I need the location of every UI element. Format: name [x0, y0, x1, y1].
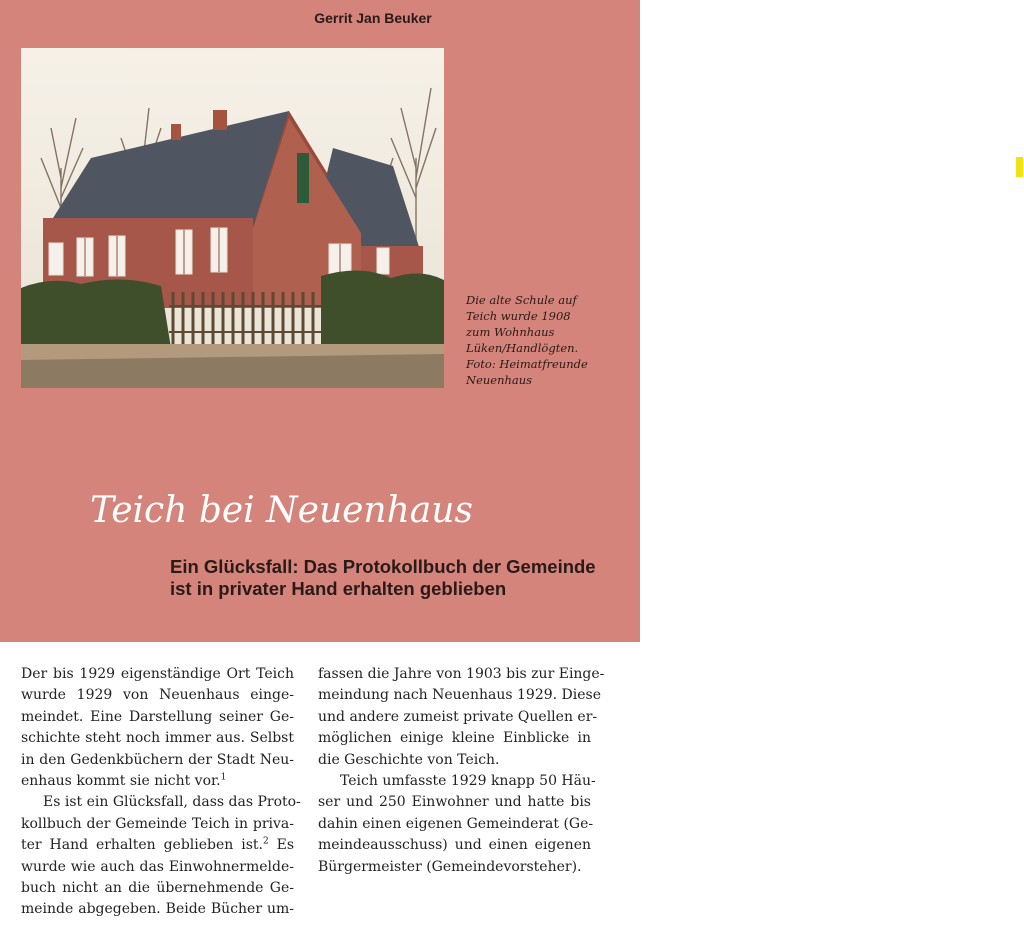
text-column-right: [318, 664, 605, 878]
subtitle-line: ist in privater Hand erhalten geblieben: [170, 578, 507, 599]
text-line: möglichen einige kleine Einblicke in: [318, 730, 591, 747]
yellow-marker: [1016, 157, 1023, 177]
text-line: meinde abgegeben. Beide Bücher um-: [21, 901, 294, 918]
text-line: ser und 250 Einwohner und hatte bis: [318, 794, 591, 811]
old-school-photo: [21, 48, 444, 388]
text-line: ter Hand erhalten geblieben ist.: [21, 837, 263, 854]
footnote-marker: 2: [262, 836, 269, 847]
caption-line: Neuenhaus: [466, 373, 533, 387]
text-line: Es: [276, 837, 294, 854]
text-line: kollbuch der Gemeinde Teich in priva-: [21, 815, 294, 832]
text-line: wurde wie auch das Einwohnermelde-: [21, 858, 294, 875]
text-line: in den Gedenkbüchern der Stadt Neu-: [21, 751, 294, 768]
text-column-left: [21, 664, 301, 921]
title-banner: [0, 0, 640, 642]
caption-line: Teich wurde 1908: [466, 309, 571, 323]
text-line: enhaus kommt sie nicht vor.: [21, 772, 221, 789]
article-title: Teich bei Neuenhaus: [90, 490, 473, 531]
text-line: wurde 1929 von Neuenhaus einge-: [21, 687, 294, 704]
caption-line: Foto: Heimatfreunde: [466, 357, 588, 371]
caption-line: Die alte Schule auf: [466, 293, 577, 307]
text-line: meindeausschuss) und einen eigenen: [318, 837, 591, 854]
article-subtitle: [170, 556, 596, 600]
text-line: Teich umfasste 1929 knapp 50 Häu-: [340, 772, 596, 789]
schoolhouse-image: [21, 48, 444, 388]
text-line: Der bis 1929 eigenständige Ort Teich: [21, 666, 294, 682]
text-line-with-footnote: [21, 771, 294, 792]
subtitle-line: Ein Glücksfall: Das Protokollbuch der Gemeinde: [170, 556, 596, 577]
caption-line: zum Wohnhaus: [466, 325, 555, 339]
text-line: dahin einen eigenen Gemeinderat (Ge-: [318, 815, 594, 832]
text-line: Bürgermeister (Gemeindevorsteher).: [318, 858, 582, 875]
text-line: meindung nach Neuenhaus 1929. Diese: [318, 687, 601, 704]
text-line: schichte steht noch immer aus. Selbst: [21, 730, 294, 747]
text-line: fassen die Jahre von 1903 bis zur Einge-: [318, 666, 605, 682]
author-name: Gerrit Jan Beuker: [314, 10, 432, 26]
photo-caption: [466, 292, 606, 388]
text-line: Es ist ein Glücksfall, dass das Proto-: [43, 794, 301, 811]
text-line-with-footnote: [21, 835, 294, 856]
text-line: die Geschichte von Teich.: [318, 751, 500, 768]
text-line: und andere zumeist private Quellen er-: [318, 708, 598, 725]
footnote-marker: 1: [220, 772, 227, 783]
text-line: meindet. Eine Darstellung seiner Ge-: [21, 708, 294, 725]
caption-line: Lüken/Handlögten.: [466, 341, 579, 355]
text-line: buch nicht an die übernehmende Ge-: [21, 879, 294, 896]
